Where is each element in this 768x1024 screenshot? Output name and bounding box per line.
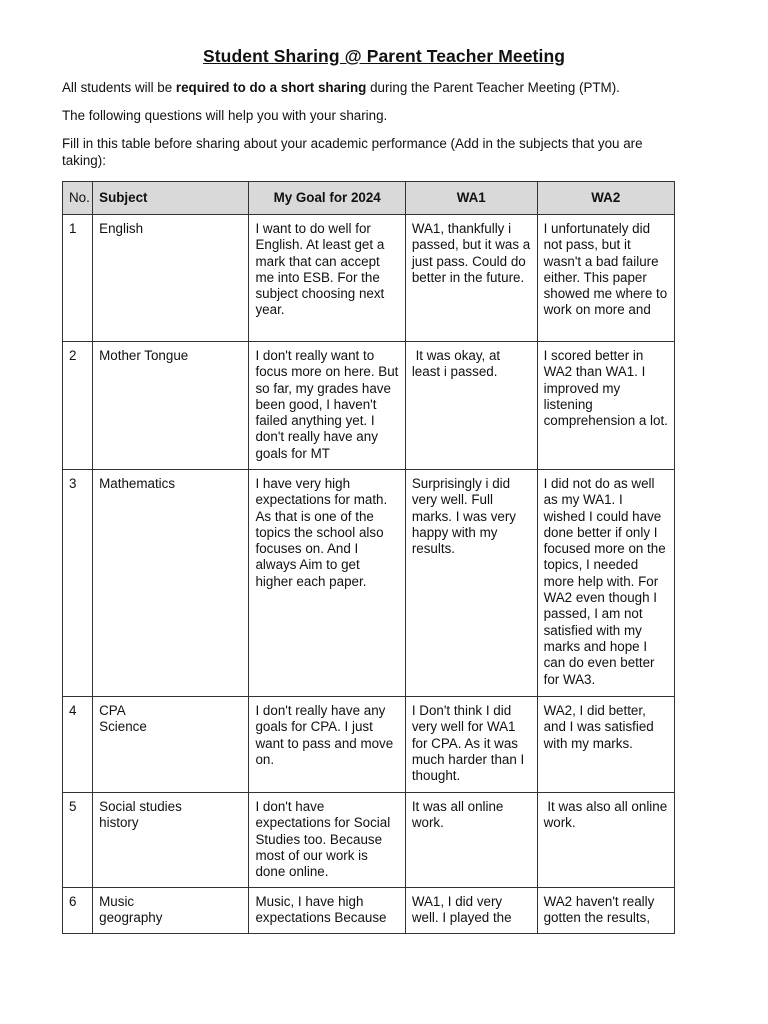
cell-goal: I have very high expectations for math. As that is one of the topics the school also focuses on. And I always Aim to get higher each paper. [249, 470, 405, 697]
cell-goal: I don't have expectations for Social Studies too. Because most of our work is done online. [249, 793, 405, 888]
cell-subject: English [93, 215, 249, 342]
intro-bold-text: required to do a short sharing [175, 80, 367, 95]
cell-wa2: It was also all online work. [537, 793, 674, 888]
cell-wa1: It was okay, at least i passed. [405, 342, 537, 470]
cell-wa1: I Don't think I did very well for WA1 for CPA. As it was much harder than I thought. [405, 697, 537, 793]
cell-subject: Social studies history [93, 793, 249, 888]
cell-subject: Mother Tongue [93, 342, 249, 470]
cell-wa2: I scored better in WA2 than WA1. I improved my listening comprehension a lot. [537, 342, 674, 470]
table-row [63, 342, 675, 470]
header-wa2: WA2 [537, 182, 674, 215]
cell-subject: CPA Science [93, 697, 249, 793]
cell-subject: Mathematics [93, 470, 249, 697]
page-title: Student Sharing @ Parent Teacher Meeting [202, 46, 566, 66]
intro-paragraph-3: Fill in this table before sharing about your academic performance (Add in the subjects that you are taking): [62, 136, 643, 168]
header-goal: My Goal for 2024 [249, 182, 405, 215]
cell-wa2: WA2, I did better, and I was satisfied with my marks. [537, 697, 674, 793]
cell-wa1: Surprisingly i did very well. Full marks. I was very happy with my results. [405, 470, 537, 697]
header-subject: Subject [93, 182, 249, 215]
cell-goal: I want to do well for English. At least get a mark that can accept me into ESB. For the subject choosing next year. [249, 215, 405, 342]
cell-no: 2 [63, 342, 93, 470]
cell-goal: Music, I have high expectations Because [249, 888, 405, 934]
cell-wa2: I did not do as well as my WA1. I wished I could have done better if only I focused more on the topics, I needed more help with. For WA2 even though I passed, I am not satisfied with my marks and hope I can do even better for WA3. [537, 470, 674, 697]
cell-wa1: It was all online work. [405, 793, 537, 888]
header-no: No. [63, 182, 93, 215]
table-header-row [63, 182, 675, 215]
table-row [63, 888, 675, 934]
cell-goal: I don't really want to focus more on here. But so far, my grades have been good, I haven't failed anything yet. I don't really have any goals for MT [249, 342, 405, 470]
cell-no: 1 [63, 215, 93, 342]
intro-text: All students will be [62, 80, 176, 95]
header-wa1: WA1 [405, 182, 537, 215]
cell-no: 5 [63, 793, 93, 888]
table-row [63, 793, 675, 888]
cell-no: 6 [63, 888, 93, 934]
cell-goal: I don't really have any goals for CPA. I just want to pass and move on. [249, 697, 405, 793]
cell-no: 4 [63, 697, 93, 793]
performance-table [62, 181, 675, 934]
table-row [63, 470, 675, 697]
cell-wa2: WA2 haven't really gotten the results, [537, 888, 674, 934]
table-row [63, 697, 675, 793]
intro-paragraph-1 [62, 79, 674, 96]
cell-wa2: I unfortunately did not pass, but it wasn't a bad failure either. This paper showed me where to work on more and [537, 215, 674, 342]
table-row [63, 215, 675, 342]
cell-subject: Music geography [93, 888, 249, 934]
cell-wa1: WA1, thankfully i passed, but it was a just pass. Could do better in the future. [405, 215, 537, 342]
intro-text-end: during the Parent Teacher Meeting (PTM). [366, 80, 620, 95]
intro-paragraph-2: The following questions will help you with your sharing. [62, 108, 388, 123]
cell-wa1: WA1, I did very well. I played the [405, 888, 537, 934]
cell-no: 3 [63, 470, 93, 697]
